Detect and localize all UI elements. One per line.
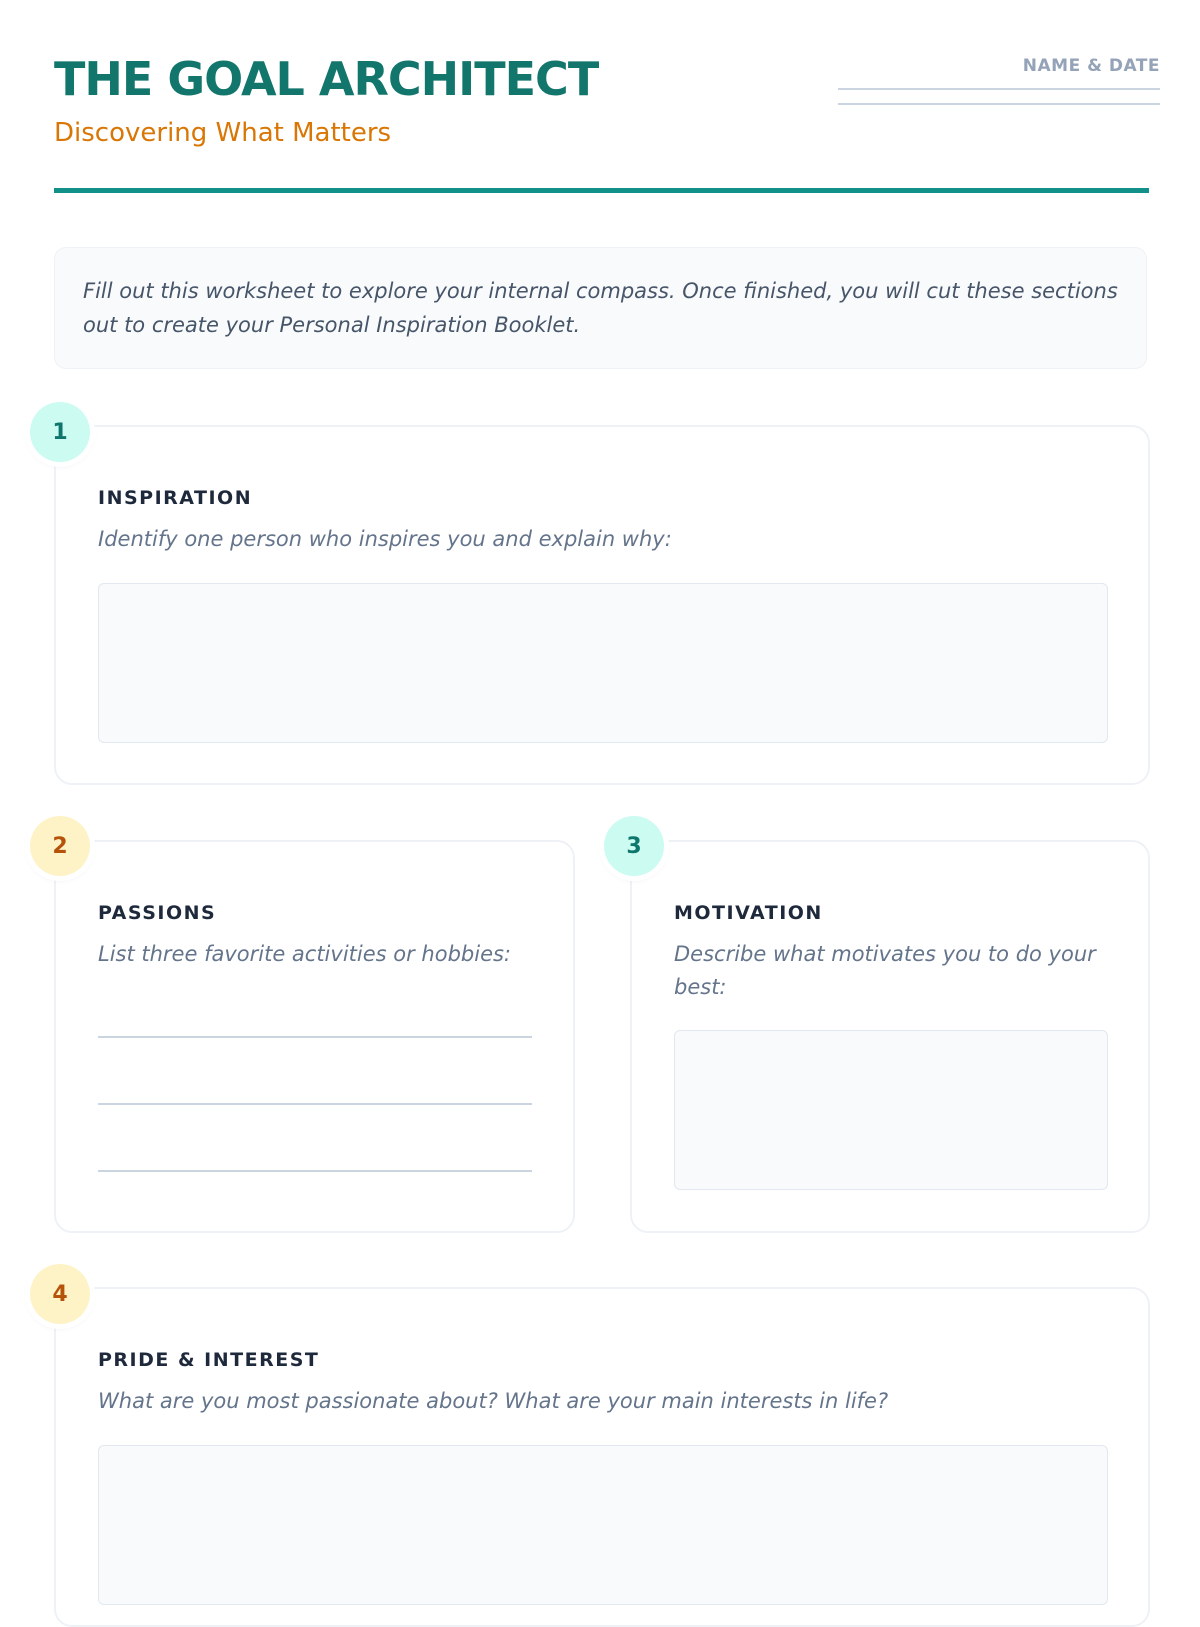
section-inspiration	[54, 425, 1150, 785]
section-pride-interest	[54, 1287, 1150, 1627]
section-motivation	[630, 840, 1150, 1233]
name-date-line[interactable]	[838, 88, 1160, 90]
worksheet-header	[54, 52, 1160, 196]
section-number-badge: 4	[30, 1264, 90, 1324]
passion-answer-line-3[interactable]	[98, 1170, 532, 1172]
section-title: PASSIONS	[98, 902, 217, 924]
name-date-label: NAME & DATE	[1022, 56, 1160, 76]
intro-panel	[54, 247, 1147, 369]
section-number-badge: 3	[604, 816, 664, 876]
section-title: INSPIRATION	[98, 487, 253, 509]
name-date-line-second	[838, 103, 1160, 105]
passion-answer-line-2[interactable]	[98, 1103, 532, 1105]
section-prompt: List three favorite activities or hobbies:	[98, 942, 512, 966]
passion-answer-line-1[interactable]	[98, 1036, 532, 1038]
section-title: MOTIVATION	[674, 902, 823, 924]
page-title: THE GOAL ARCHITECT	[54, 52, 599, 106]
section-number-badge: 1	[30, 402, 90, 462]
name-date-field	[838, 56, 1160, 105]
section-passions	[54, 840, 575, 1233]
section-title: PRIDE & INTEREST	[98, 1349, 320, 1371]
intro-text: Fill out this worksheet to explore your internal compass. Once finished, you will cut these sections out to create your Personal Inspiration Booklet.	[83, 279, 1118, 337]
section-number-badge: 2	[30, 816, 90, 876]
section-prompt: What are you most passionate about? What are your main interests in life?	[98, 1389, 889, 1413]
inspiration-answer-box[interactable]	[98, 583, 1108, 743]
page-subtitle: Discovering What Matters	[54, 118, 392, 148]
pride-interest-answer-box[interactable]	[98, 1445, 1108, 1605]
section-prompt: Identify one person who inspires you and explain why:	[98, 527, 672, 551]
motivation-answer-box[interactable]	[674, 1030, 1108, 1190]
section-prompt: Describe what motivates you to do your best:	[674, 942, 1096, 999]
header-divider	[54, 188, 1149, 193]
